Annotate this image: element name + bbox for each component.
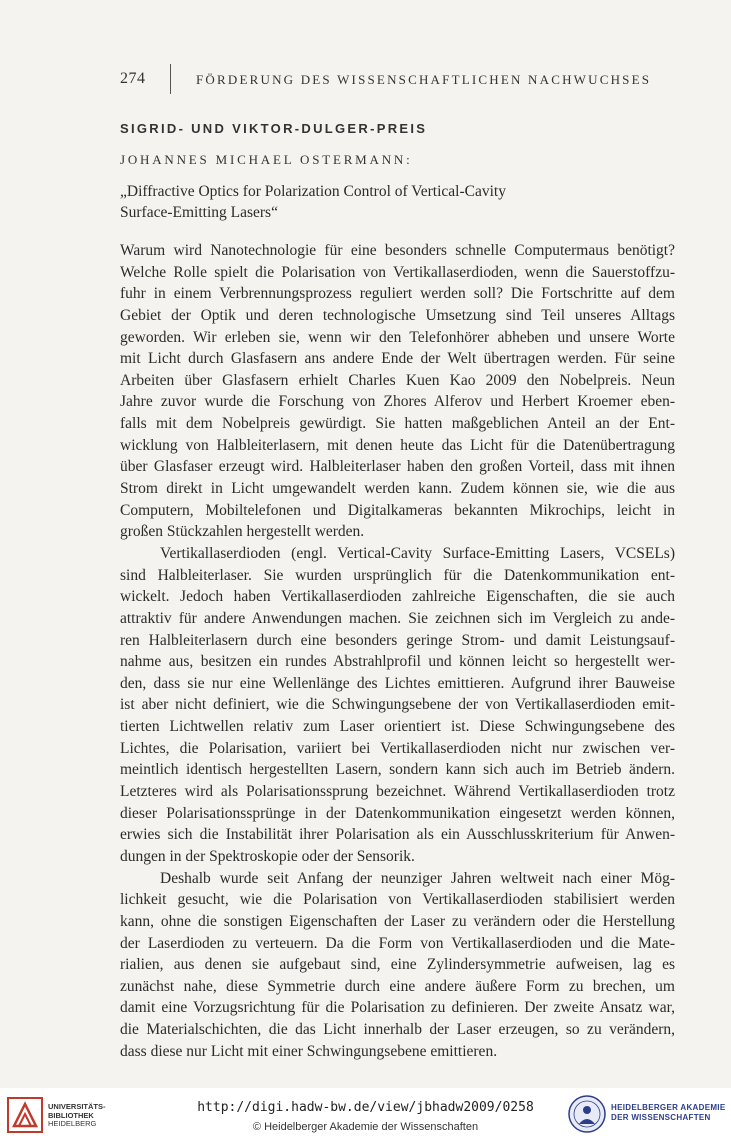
body-line: Lichtes, die Polarisation, variiert bei Vertikallaserdioden nicht nur zwischen ver- <box>120 739 675 757</box>
body-line: ist aber nicht definiert, wie die Schwingungsebene der von Vertikallaserdioden emit- <box>120 696 675 714</box>
body-line: attraktiv für andere Anwendungen machen. Sie zeichnen sich im Vergleich zu ande- <box>120 609 675 627</box>
body-line: dieser Polarisationssprünge in der Datenkommunikation eingesetzt werden können, <box>120 804 675 822</box>
academy-name <box>611 1103 725 1123</box>
academy-name-line: DER WISSENSCHAFTEN <box>611 1113 711 1122</box>
body-line: Welche Rolle spielt die Polarisation von Vertikallaserdioden, wenn die Sauerstoffzu- <box>120 263 675 281</box>
body-line: der Laserdioden zu verteuern. Da die Form von Vertikallaserdioden und die Mate- <box>120 934 675 952</box>
body-line: Computern, Mobiltelefonen und Digitalkameras bekannten Mikrochips, leicht in <box>120 501 675 519</box>
body-line: wickelt. Jedoch haben Vertikallaserdioden zahlreiche Eigenschaften, die sie auch <box>120 588 675 606</box>
body-line: Jahre zuvor wurde die Forschung von Zhores Alferov und Herbert Kroemer eben- <box>120 393 675 411</box>
work-title-line: „Diffractive Optics for Polarization Control of Vertical-Cavity <box>120 183 506 200</box>
section-heading: SIGRID- UND VIKTOR-DULGER-PREIS <box>120 121 428 136</box>
body-line: tierten Lichtwellen relativ zum Laser orientiert ist. Diese Schwingungsebene des <box>120 718 675 736</box>
body-line: erwies sich die Instabilität ihrer Polarisation als ein Ausschlusskriterium für Anwen- <box>120 826 675 844</box>
body-line: Letzteres wird als Polarisationssprung bezeichnet. Während Vertikallaserdioden trotz <box>120 783 675 801</box>
body-line: über Glasfaser erzeugt wird. Halbleiterlaser haben den großen Vorteil, dass mit ihnen <box>120 458 675 476</box>
body-line: rialien, aus denen sie aufgebaut sind, eine Zylindersymmetrie aufweisen, lag es <box>120 956 675 974</box>
body-line: damit eine Vorzugsrichtung für die Polarisation zu definieren. Der zweite Ansatz war, <box>120 999 675 1017</box>
work-title <box>120 181 680 223</box>
body-line: fuhr in einem Verbrennungsprozess reguliert werden soll? Die Fortschritte auf dem <box>120 285 675 303</box>
body-line: Strom direkt in Licht umgewandelt werden kann. Zudem können sie, wie die aus <box>120 480 675 498</box>
body-line: Arbeiten über Glasfasern erhielt Charles Kuen Kao 2009 den Nobelpreis. Neun <box>120 371 675 389</box>
author-name: JOHANNES MICHAEL OSTERMANN: <box>120 152 413 167</box>
academy-name-line: HEIDELBERGER AKADEMIE <box>611 1103 726 1112</box>
body-line: Vertikallaserdioden (engl. Vertical-Cavity Surface-Emitting Lasers, VCSELs) <box>160 544 675 562</box>
running-header <box>120 64 690 96</box>
library-name-line: UNIVERSITÄTS- <box>48 1102 106 1111</box>
body-line: wicklung von Halbleiterlasern, mit denen heute das Licht für die Datenübertragung <box>120 436 675 454</box>
body-line: Deshalb wurde seit Anfang der neunziger Jahren weltweit nach einer Mög- <box>160 869 675 887</box>
body-line: dass diese nur Licht mit einer Schwingungsebene emittieren. <box>120 1042 498 1060</box>
body-line: Warum wird Nanotechnologie für eine besonders schnelle Computermaus benötigt? <box>120 242 675 259</box>
body-text <box>120 240 675 1062</box>
copyright-notice: © Heidelberger Akademie der Wissenschaften <box>252 1121 479 1133</box>
work-title-line: Surface-Emitting Lasers“ <box>120 204 278 221</box>
academy-seal-icon <box>567 1094 607 1134</box>
body-line: Gebiet der Optik und deren technologische Umsetzung sind Teil unseres Alltags <box>120 306 675 324</box>
body-line: ren Halbleiterlasern durch eine besonders geringe Strom- und damit Leistungsauf- <box>120 631 675 649</box>
footer-bar <box>0 1088 731 1142</box>
library-name-line: BIBLIOTHEK <box>48 1110 94 1120</box>
body-line: sind Halbleiterlaser. Sie wurden ursprünglich für die Datenkommunikation ent- <box>120 566 675 584</box>
body-line: kann, ohne die sonstigen Eigenschaften der Laser zu verändern oder die Herstellung <box>120 912 675 930</box>
body-line: lichkeit gesucht, wie die Polarisation von Vertikallaserdioden stabilisiert werden <box>120 891 675 909</box>
body-line: falls mit dem Nobelpreis gewürdigt. Sie hatten maßgeblichen Anteil an der Ent- <box>120 415 675 433</box>
body-line: den, dass sie nur eine Wellenlänge des Lichtes emittieren. Aufgrund ihrer Bauweise <box>120 674 675 692</box>
body-line: zunächst nahe, diese Symmetrie durch eine andere äußere Form zu brechen, um <box>120 977 675 995</box>
page-number: 274 <box>120 70 146 87</box>
body-line: nahme aus, besitzen ein rundes Abstrahlprofil und können leicht so hergestellt wer- <box>120 653 675 671</box>
body-line: dungen in der Spektroskopie oder der Sensorik. <box>120 847 415 865</box>
permalink-url[interactable]: http://digi.hadw-bw.de/view/jbhadw2009/0258 <box>197 1100 534 1115</box>
header-divider <box>170 64 171 94</box>
library-name-line: HEIDELBERG <box>48 1119 97 1129</box>
body-line: großen Stückzahlen hergestellt werden. <box>120 523 365 541</box>
body-line: die Materialschichten, die das Licht innerhalb der Laser erzeugen, so zu verändern, <box>120 1021 675 1039</box>
body-line: meintlich identisch hergestellten Lasern, sondern kann sich auch im Betrieb ändern. <box>120 761 675 779</box>
body-line: mit Licht durch Glasfasern ans andere Ende der Welt übertragen werden. Für seine <box>120 350 675 368</box>
body-line: geworden. Wir erleben sie, wenn wir den Telefonhörer abheben und unsere Worte <box>120 328 675 346</box>
running-title: FÖRDERUNG DES WISSENSCHAFTLICHEN NACHWUCHSES <box>196 72 652 87</box>
